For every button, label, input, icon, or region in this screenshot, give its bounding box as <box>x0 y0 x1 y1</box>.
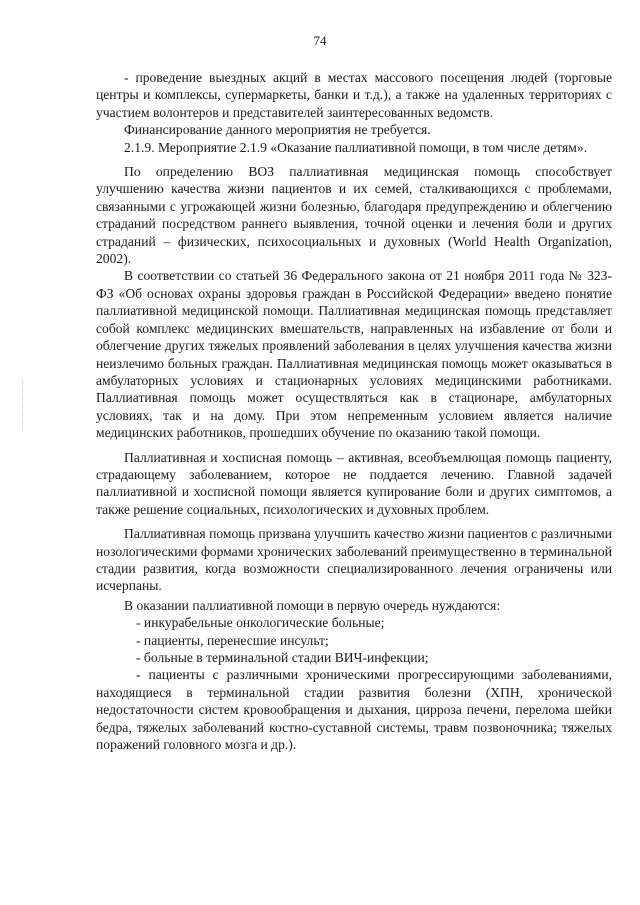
paragraph-who-needs: В оказании паллиативной помощи в первую очередь нуждаются: <box>124 597 501 613</box>
page-number: 74 <box>313 33 327 48</box>
list-item: - инкурабельные онкологические больные; <box>136 615 385 631</box>
paragraph-outreach-actions: - проведение выездных акций в местах массового посещения людей (торговые центры и комплексы, супермаркеты, банки и т.д.), а также на удаленных территориях с участием волонтеров и представителей заинтересованных ведомств. <box>96 70 612 120</box>
list-item: - больные в терминальной стадии ВИЧ-инфекции; <box>136 650 429 665</box>
paragraph-who-definition: По определению ВОЗ паллиативная медицинская помощь способствует улучшению качества жизни пациентов и их семей, сталкивающихся с проблемами, связанными с угрожающей жизни болезнью, благодаря предупреждению и облегчению страданий посредством раннего выявления, точной оценки и лечения боли и других страданий – физических, психосоциальных и духовных (World Health Organization, 2002). <box>96 164 612 267</box>
paragraph-federal-law: В соответствии со статьей 36 Федерального закона от 21 ноября 2011 года № 323-ФЗ «Об основах охраны здоровья граждан в Российской Федерации» введено понятие паллиативной медицинской помощи. Паллиативная медицинская помощь представляет собой комплекс медицинских вмешательств, направленных на избавление от боли и облегчение других тяжелых проявлений заболевания в целях улучшения качества жизни неизлечимо больных граждан. Паллиативная медицинская помощь может оказываться в амбулаторных условиях и стационарных условиях медицинскими работниками. Паллиативная помощь может осуществляться как в стационаре, амбулаторных условиях, так и на дому. При этом непременным условием является наличие медицинских работников, прошедших обучение по оказанию такой помощи. <box>96 268 612 441</box>
paragraph-palliative-purpose: Паллиативная помощь призвана улучшить качество жизни пациентов с различными нозологическими формами хронических заболеваний преимущественно в терминальной стадии развития, когда возможности специализированного лечения ограничены или исчерпаны. <box>96 526 612 594</box>
document-body <box>96 69 612 753</box>
paragraph-measure-heading: 2.1.9. Мероприятие 2.1.9 «Оказание паллиативной помощи, в том числе детям». <box>124 139 588 155</box>
patients-list <box>96 614 612 753</box>
margin-mark <box>22 380 24 430</box>
list-item: - пациенты с различными хроническими прогрессирующими заболеваниями, находящиеся в терминальной стадии развития болезни (ХПН, хронической недостаточности систем кровообращения и дыхания, цирроза печени, перелома шейки бедра, тяжелых заболеваний костно-суставной системы, травм позвоночника; тяжелых поражений головного мозга и др.). <box>96 667 612 753</box>
paragraph-financing: Финансирование данного мероприятия не требуется. <box>124 122 431 138</box>
paragraph-hospice-care: Паллиативная и хосписная помощь – активная, всеобъемлющая помощь пациенту, страдающему заболеванием, которое не поддается лечению. Главной задачей паллиативной и хосписной помощи является купирование боли и других симптомов, а также решение социальных, психологических и духовных проблем. <box>96 449 612 517</box>
list-item: - пациенты, перенесшие инсульт; <box>136 632 329 648</box>
